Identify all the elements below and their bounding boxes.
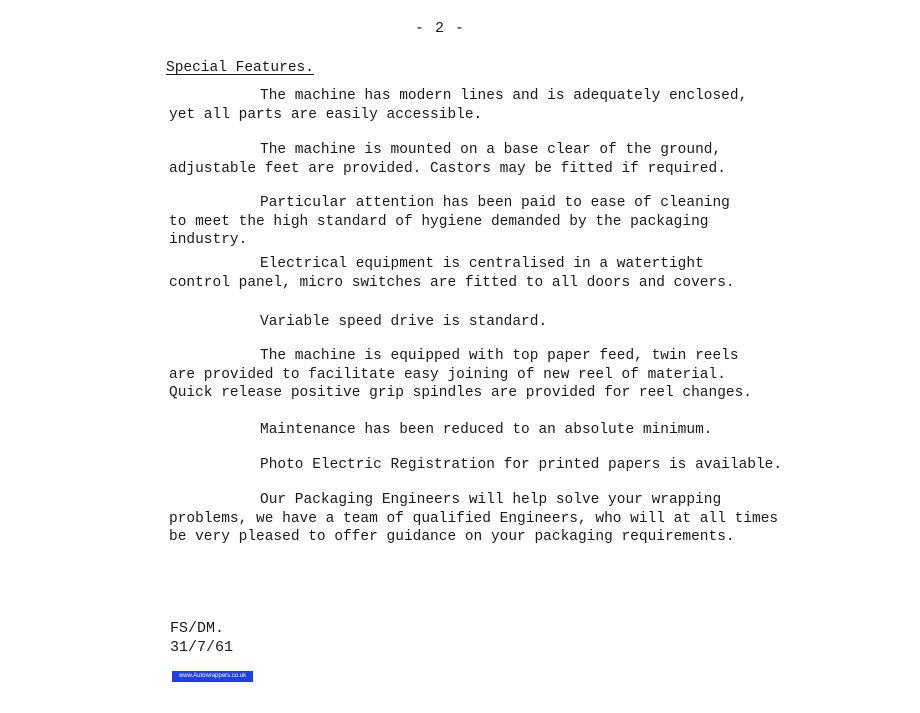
section-heading: Special Features. — [166, 60, 314, 76]
paragraph-line: Variable speed drive is standard. — [260, 314, 548, 330]
reference-block — [170, 619, 233, 657]
paragraph-line: The machine has modern lines and is adequately enclosed, — [260, 88, 748, 104]
paragraph — [169, 456, 809, 475]
paragraph-line: be very pleased to offer guidance on your packaging requirements. — [169, 529, 735, 545]
paragraph — [169, 491, 809, 547]
reference-initials: FS/DM. — [170, 620, 225, 637]
paragraph-line: Electrical equipment is centralised in a watertight — [260, 256, 704, 272]
paragraph-line: Our Packaging Engineers will help solve your wrapping — [260, 492, 722, 508]
paragraph-line: Quick release positive grip spindles are provided for reel changes. — [169, 385, 752, 401]
paragraph-line: control panel, micro switches are fitted to all doors and covers. — [169, 274, 735, 291]
paragraph — [169, 87, 809, 124]
paragraph — [169, 141, 809, 178]
paragraph — [169, 194, 809, 250]
reference-date: 31/7/61 — [170, 639, 234, 656]
paragraph — [169, 255, 809, 292]
paragraph-line: industry. — [169, 232, 248, 248]
paragraph-line: yet all parts are easily accessible. — [169, 106, 483, 123]
paragraph — [169, 421, 809, 440]
paragraph-line: are provided to facilitate easy joining of new reel of material. — [169, 366, 726, 383]
website-link[interactable]: www.Autowrappers.co.uk — [172, 671, 253, 682]
paragraph — [169, 313, 809, 332]
paragraph-line: Particular attention has been paid to ease of cleaning — [260, 195, 730, 211]
paragraph-line: Maintenance has been reduced to an absolute minimum. — [260, 422, 713, 438]
paragraph — [169, 347, 809, 403]
page-number: - 2 - — [414, 20, 465, 37]
paragraph-line: adjustable feet are provided. Castors may be fitted if required. — [169, 160, 726, 177]
paragraph-line: Photo Electric Registration for printed papers is available. — [260, 457, 783, 473]
paragraph-line: problems, we have a team of qualified Engineers, who will at all times — [169, 510, 779, 527]
paragraph-line: The machine is mounted on a base clear of the ground, — [260, 142, 722, 158]
paragraph-line: to meet the high standard of hygiene demanded by the packaging — [169, 213, 709, 230]
paragraph-line: The machine is equipped with top paper feed, twin reels — [260, 348, 739, 364]
